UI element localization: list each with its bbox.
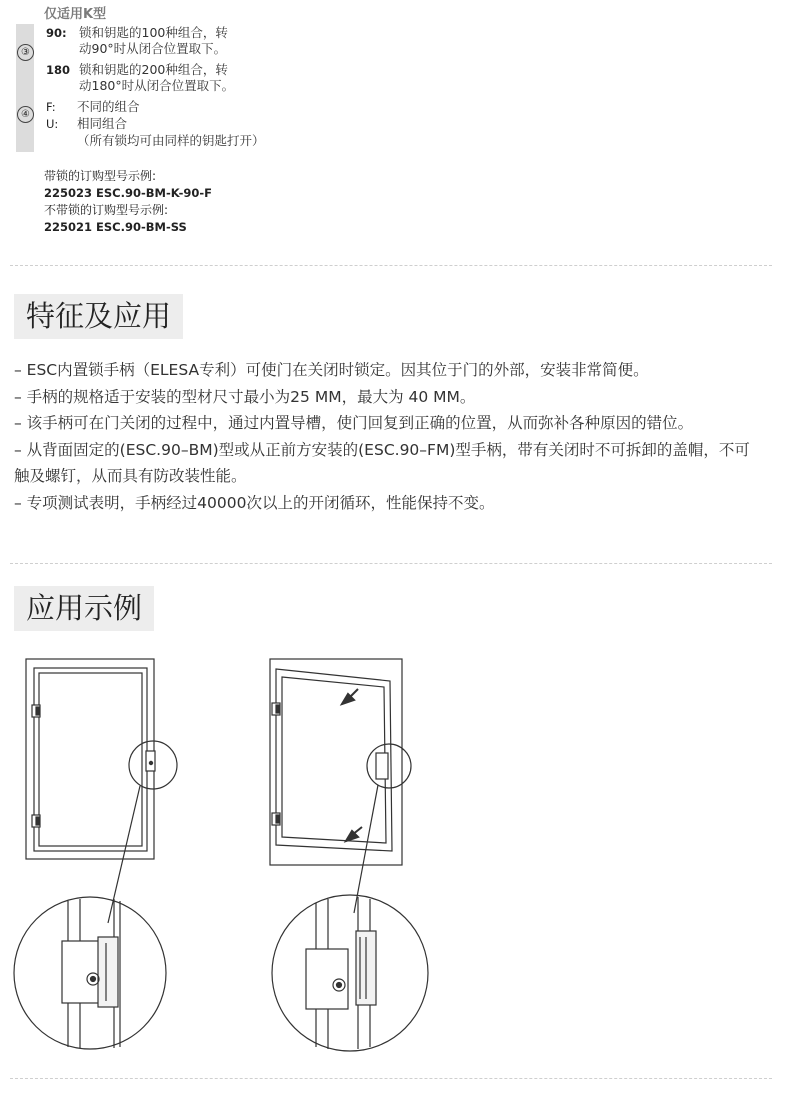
feature-item: – 该手柄可在门关闭的过程中，通过内置导槽，使门回复到正确的位置，从而弥补各种原因的错位。	[14, 414, 694, 432]
option-desc-u-line1: 相同组合	[77, 116, 128, 131]
door-closing-illustration	[262, 655, 462, 1055]
feature-item: – 从背面固定的(ESC.90–BM)型或从正前方安装的(ESC.90–FM)型手柄，带有关闭时不可拆卸的盖帽，不可触及螺钉，从而具有防改装性能。	[14, 440, 750, 485]
feature-item: – 手柄的规格适于安装的型材尺寸最小为25 MM，最大为 40 MM。	[14, 387, 476, 406]
applications-title: 应用示例	[14, 586, 154, 631]
divider	[10, 1078, 772, 1079]
with-lock-label: 带锁的订购型号示例:	[44, 169, 157, 183]
without-lock-code: 225021 ESC.90-BM-SS	[44, 220, 187, 234]
option-desc-180-line1: 锁和钥匙的200种组合，转	[79, 62, 228, 77]
option-desc-90-line1: 锁和钥匙的100种组合，转	[79, 25, 228, 40]
option-desc-90-line2: 动90°时从闭合位置取下。	[79, 41, 227, 56]
divider	[10, 563, 772, 564]
option-desc-u-line2: （所有锁均可由同样的钥匙打开）	[77, 133, 265, 148]
option-marker-4: ④	[17, 106, 34, 123]
option-desc-180-line2: 动180°时从闭合位置取下。	[79, 78, 235, 93]
ordering-examples	[44, 168, 212, 236]
option-desc-f: 不同的组合	[77, 99, 140, 114]
option-code-f: F:	[46, 100, 56, 114]
closed-door-illustration	[10, 655, 210, 1055]
option-code-180: 180	[46, 63, 71, 77]
k-type-only-label: 仅适用K型	[44, 7, 107, 22]
feature-item: – 专项测试表明，手柄经过40000次以上的开闭循环，性能保持不变。	[14, 493, 495, 512]
option-marker-3: ③	[17, 44, 34, 61]
features-list	[14, 357, 774, 516]
features-title: 特征及应用	[14, 294, 183, 339]
feature-item: – ESC内置锁手柄（ELESA专利）可使门在关闭时锁定。因其位于门的外部，安装非常简便。	[14, 361, 649, 379]
option-code-u: U:	[46, 117, 59, 131]
option-code-90: 90:	[46, 26, 67, 40]
with-lock-code: 225023 ESC.90-BM-K-90-F	[44, 186, 213, 200]
divider	[10, 265, 772, 266]
without-lock-label: 不带锁的订购型号示例:	[44, 203, 169, 217]
